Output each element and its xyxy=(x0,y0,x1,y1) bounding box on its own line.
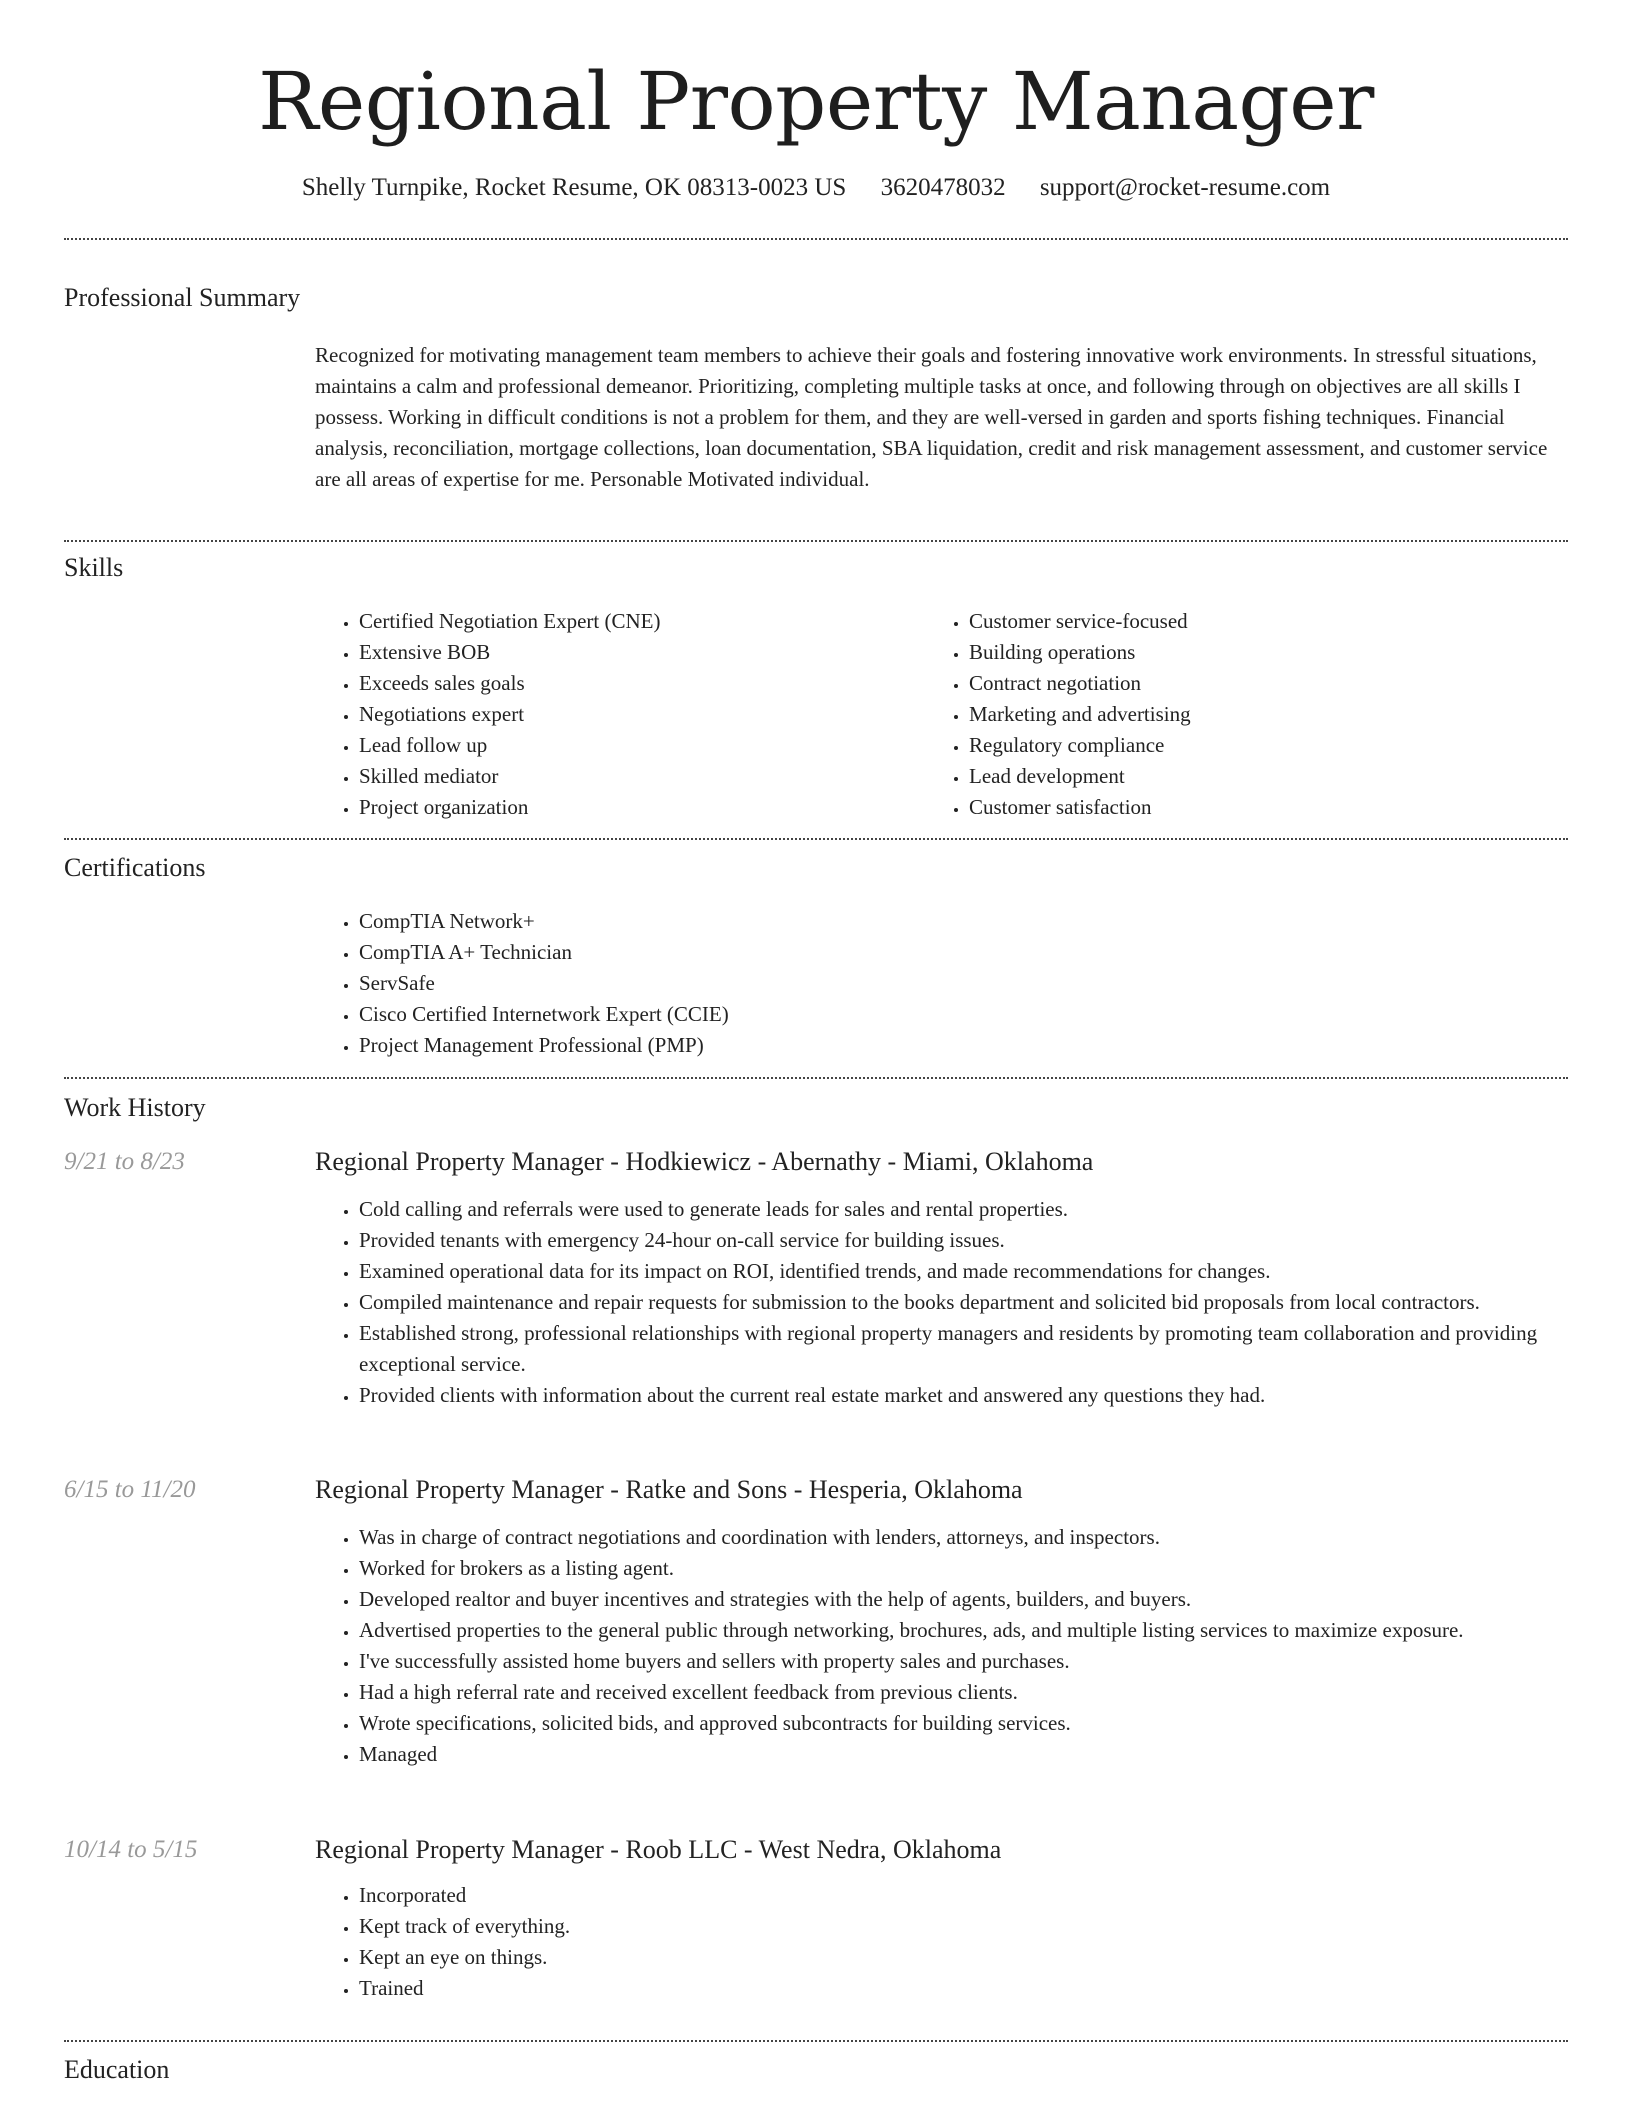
skill-item: • Regulatory compliance xyxy=(969,730,1569,761)
job-bullet: • Examined operational data for its impact on ROI, identified trends, and made recommendations for changes. xyxy=(359,1256,1612,1287)
job-dates: 10/14 to 5/15 xyxy=(64,1836,198,1863)
skill-item: • Customer service-focused xyxy=(969,606,1569,637)
job-bullet: • Managed xyxy=(359,1739,1612,1770)
skill-item: • Negotiations expert xyxy=(359,699,919,730)
skill-item: • Certified Negotiation Expert (CNE) xyxy=(359,606,919,637)
skills-list-right xyxy=(925,606,1569,823)
skill-item: • Extensive BOB xyxy=(359,637,919,668)
job-bullets xyxy=(315,1194,1612,1411)
job-bullet: • Worked for brokers as a listing agent. xyxy=(359,1553,1612,1584)
certification-item: • ServSafe xyxy=(359,968,1559,999)
skill-item: • Exceeds sales goals xyxy=(359,668,919,699)
certification-item: • CompTIA A+ Technician xyxy=(359,937,1559,968)
skill-item: • Marketing and advertising xyxy=(969,699,1569,730)
skill-item: • Lead development xyxy=(969,761,1569,792)
job-title: Regional Property Manager - Roob LLC - West Nedra, Oklahoma xyxy=(315,1835,1002,1864)
certification-item: • Project Management Professional (PMP) xyxy=(359,1030,1559,1061)
contact-info xyxy=(0,170,1632,206)
job-bullet: • Kept an eye on things. xyxy=(359,1942,1612,1973)
job-bullet: • Kept track of everything. xyxy=(359,1911,1612,1942)
job-bullet: • Incorporated xyxy=(359,1880,1612,1911)
skill-item: • Customer satisfaction xyxy=(969,792,1569,823)
job-bullet: • Advertised properties to the general public through networking, brochures, ads, and multiple listing services to maximize exposure. xyxy=(359,1615,1612,1646)
summary-heading: Professional Summary xyxy=(64,283,301,312)
job-bullet: • Developed realtor and buyer incentives and strategies with the help of agents, builders, and buyers. xyxy=(359,1584,1612,1615)
job-bullet: • I've successfully assisted home buyers and sellers with property sales and purchases. xyxy=(359,1646,1612,1677)
skills-heading: Skills xyxy=(64,553,124,582)
section-divider xyxy=(64,838,1568,840)
job-bullet: • Wrote specifications, solicited bids, and approved subcontracts for building services. xyxy=(359,1708,1612,1739)
job-title: Regional Property Manager - Hodkiewicz - Abernathy - Miami, Oklahoma xyxy=(315,1147,1094,1176)
job-bullet: • Had a high referral rate and received excellent feedback from previous clients. xyxy=(359,1677,1612,1708)
skill-item: • Building operations xyxy=(969,637,1569,668)
section-divider xyxy=(64,540,1568,542)
job-dates: 6/15 to 11/20 xyxy=(64,1476,196,1503)
job-bullet: • Was in charge of contract negotiations and coordination with lenders, attorneys, and inspectors. xyxy=(359,1522,1612,1553)
skills-list-left xyxy=(315,606,919,823)
job-bullet: • Provided clients with information about the current real estate market and answered any questions they had. xyxy=(359,1380,1612,1411)
skill-item: • Project organization xyxy=(359,792,919,823)
section-divider xyxy=(64,238,1568,240)
job-bullet: • Established strong, professional relationships with regional property managers and residents by promoting team collaboration and providing exceptional service. xyxy=(359,1318,1612,1380)
job-bullet: • Trained xyxy=(359,1973,1612,2004)
certification-item: • CompTIA Network+ xyxy=(359,906,1559,937)
job-bullet: • Compiled maintenance and repair requests for submission to the books department and solicited bid proposals from local contractors. xyxy=(359,1287,1612,1318)
skill-item: • Lead follow up xyxy=(359,730,919,761)
summary-text: Recognized for motivating management team members to achieve their goals and fostering innovative work environments. In stressful situations, maintains a calm and professional demeanor. Prioritizing, completing multiple tasks at once, and following through on objectives are all skills I possess. Working in difficult conditions is not a problem for them, and they are well-versed in garden and sports fishing techniques. Financial analysis, reconciliation, mortgage collections, loan documentation, SBA liquidation, credit and risk management assessment, and customer service are all areas of expertise for me. Personable Motivated individual. xyxy=(315,343,1548,491)
job-bullet: • Cold calling and referrals were used to generate leads for sales and rental properties. xyxy=(359,1194,1612,1225)
certifications-heading: Certifications xyxy=(64,853,206,882)
certification-item: • Cisco Certified Internetwork Expert (CCIE) xyxy=(359,999,1559,1030)
job-dates: 9/21 to 8/23 xyxy=(64,1148,185,1175)
contact-phone: 3620478032 xyxy=(880,174,1006,201)
section-divider xyxy=(64,1077,1568,1079)
contact-address: Shelly Turnpike, Rocket Resume, OK 08313-0023 US xyxy=(301,174,847,201)
education-heading: Education xyxy=(64,2055,170,2084)
skill-item: • Skilled mediator xyxy=(359,761,919,792)
section-divider xyxy=(64,2040,1568,2042)
certifications-list xyxy=(315,906,1559,1061)
job-bullets xyxy=(315,1880,1612,2004)
skill-item: • Contract negotiation xyxy=(969,668,1569,699)
contact-email[interactable]: support@rocket-resume.com xyxy=(1039,174,1331,201)
resume-title: Regional Property Manager xyxy=(258,55,1374,148)
job-bullets xyxy=(315,1522,1612,1770)
job-title: Regional Property Manager - Ratke and Sons - Hesperia, Oklahoma xyxy=(315,1475,1023,1504)
job-bullet: • Provided tenants with emergency 24-hour on-call service for building issues. xyxy=(359,1225,1612,1256)
work-history-heading: Work History xyxy=(64,1093,206,1122)
